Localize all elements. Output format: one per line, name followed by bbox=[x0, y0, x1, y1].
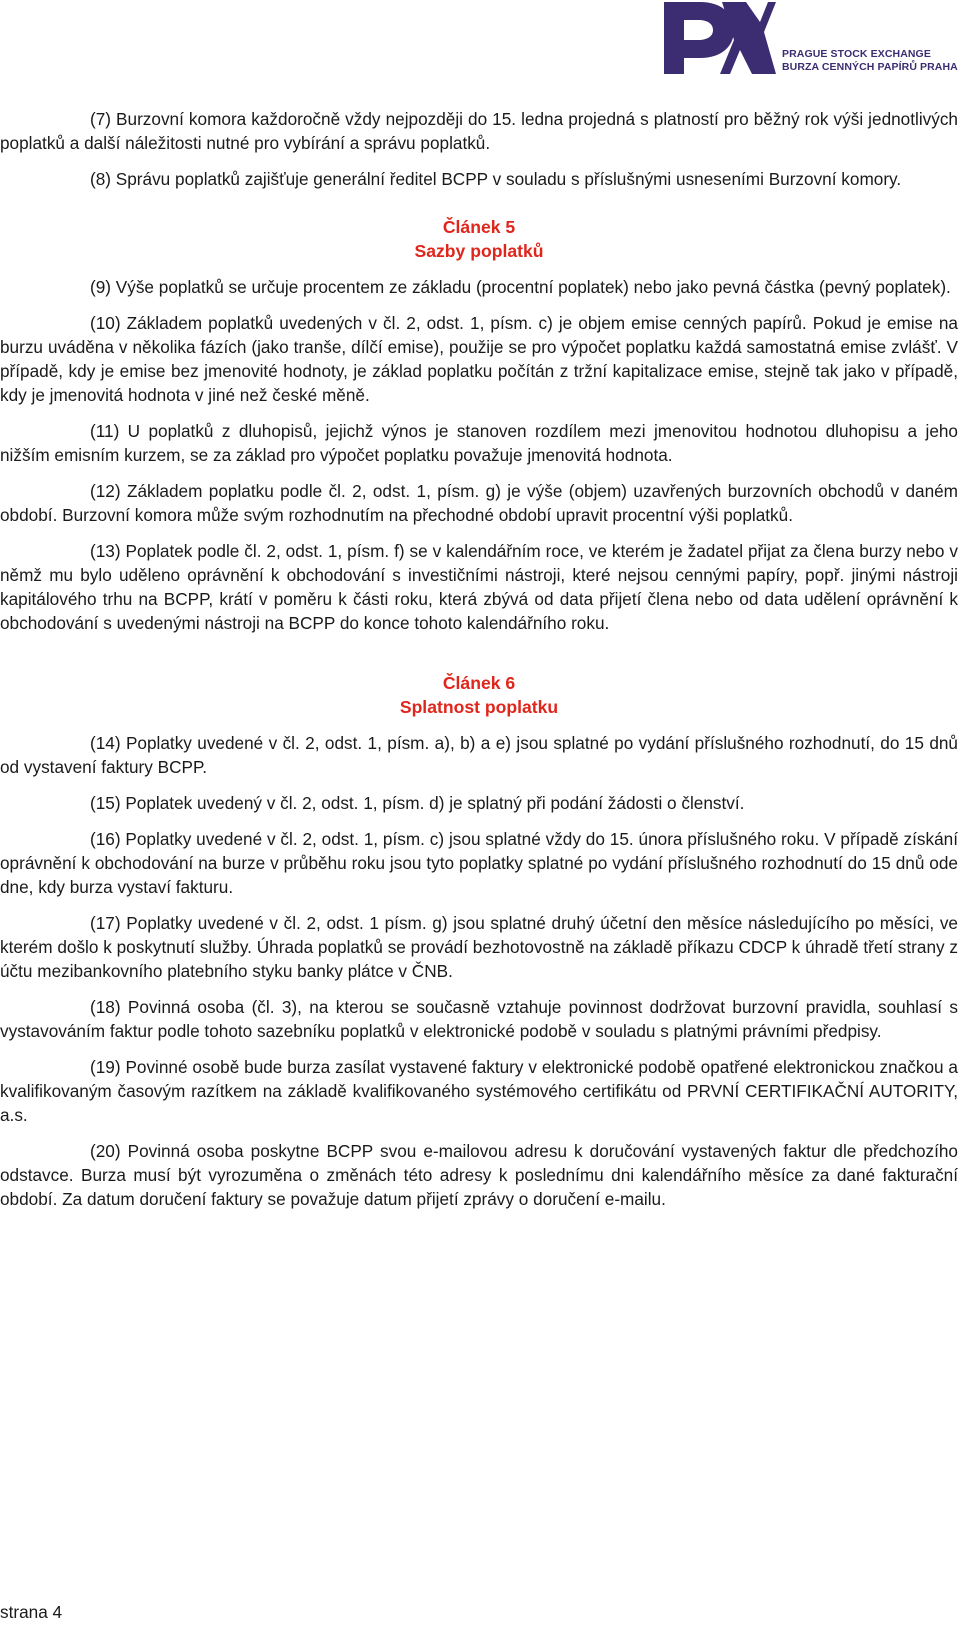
logo-line-1: PRAGUE STOCK EXCHANGE bbox=[782, 48, 931, 60]
article-6-title: Splatnost poplatku bbox=[399, 697, 559, 717]
paragraph-16: (16) Poplatky uvedené v čl. 2, odst. 1, písm. c) jsou splatné vždy do 15. února příslušného roku. V případě získání oprávnění k obchodování na burze v průběhu roku jsou tyto poplatky splatné po vydání příslušného rozhodnutí do 15 dnů ode dne, kdy burza vystaví fakturu. bbox=[0, 829, 958, 897]
article-6-number: Článek 6 bbox=[442, 673, 516, 693]
paragraph-15: (15) Poplatek uvedený v čl. 2, odst. 1, písm. d) je splatný při podání žádosti o členství. bbox=[90, 793, 745, 813]
paragraph-10: (10) Základem poplatků uvedených v čl. 2, odst. 1, písm. c) je objem emise cenných papírů. Pokud je emise na burzu uváděna v několika fázích (jako tranše, dílčí emise), použije se pro výpočet poplatku každá samostatná emise zvlášť. V případě, kdy je emise bez jmenovité hodnoty, je základ poplatku počítán z tržní kapitalizace emise, stejně tak jako v případě, kdy je jmenovitá hodnota v jiné než české měně. bbox=[0, 313, 958, 405]
article-5-title: Sazby poplatků bbox=[414, 241, 544, 261]
paragraph-9: (9) Výše poplatků se určuje procentem ze základu (procentní poplatek) nebo jako pevná částka (pevný poplatek). bbox=[90, 277, 951, 297]
paragraph-12: (12) Základem poplatku podle čl. 2, odst. 1, písm. g) je výše (objem) uzavřených burzovních obchodů v daném období. Burzovní komora může svým rozhodnutím na přechodné období upravit procentní výši poplatků. bbox=[0, 481, 958, 525]
article-6-heading bbox=[0, 671, 958, 719]
paragraph-18: (18) Povinná osoba (čl. 3), na kterou se současně vztahuje povinnost dodržovat burzovní pravidla, souhlasí s vystavováním faktur podle tohoto sazebníku poplatků v elektronické podobě v souladu s platnými právními předpisy. bbox=[0, 997, 958, 1041]
page-number: strana 4 bbox=[0, 1602, 63, 1622]
px-logo-icon bbox=[664, 2, 776, 74]
article-5-heading bbox=[0, 215, 958, 263]
paragraph-8: (8) Správu poplatků zajišťuje generální ředitel BCPP v souladu s příslušnými usneseními Burzovní komory. bbox=[90, 169, 902, 189]
logo-wordmark bbox=[782, 48, 958, 74]
paragraph-19: (19) Povinné osobě bude burza zasílat vystavené faktury v elektronické podobě opatřené elektronickou značkou a kvalifikovaným časovým razítkem na základě kvalifikovaného systémového certifikátu od PRVNÍ CERTIFIKAČNÍ AUTORITY, a.s. bbox=[0, 1057, 958, 1125]
paragraph-20: (20) Povinná osoba poskytne BCPP svou e-mailovou adresu k doručování vystavených faktur dle předchozího odstavce. Burza musí být vyrozuměna o změnách této adresy k poslednímu dni kalendářního měsíce za dané fakturační období. Za datum doručení faktury se považuje datum přijetí zprávy o doručení e-mailu. bbox=[0, 1141, 958, 1209]
article-5-number: Článek 5 bbox=[442, 217, 516, 237]
logo-line-2: BURZA CENNÝCH PAPÍRŮ PRAHA bbox=[782, 61, 958, 73]
paragraph-17: (17) Poplatky uvedené v čl. 2, odst. 1 písm. g) jsou splatné druhý účetní den měsíce následujícího po měsíci, ve kterém došlo k poskytnutí služby. Úhrada poplatků se provádí bezhotovostně na základě příkazu CDCP k úhradě třetí strany z účtu mezibankovního platebního styku banky plátce v ČNB. bbox=[0, 913, 958, 981]
document-body bbox=[0, 107, 958, 1211]
paragraph-7: (7) Burzovní komora každoročně vždy nejpozději do 15. ledna projedná s platností pro běžný rok výši jednotlivých poplatků a další náležitosti nutné pro vybírání a správu poplatků. bbox=[0, 109, 958, 153]
page-header bbox=[0, 0, 960, 80]
paragraph-14: (14) Poplatky uvedené v čl. 2, odst. 1, písm. a), b) a e) jsou splatné po vydání příslušného rozhodnutí, do 15 dnů od vystavení faktury BCPP. bbox=[0, 733, 958, 777]
paragraph-13: (13) Poplatek podle čl. 2, odst. 1, písm. f) se v kalendářním roce, ve kterém je žadatel přijat za člena burzy nebo v němž mu bylo uděleno oprávnění k obchodování s investičními nástroji, které nejsou cennými papíry, popř. jinými nástroji kapitálového trhu na BCPP, krátí v poměru k části roku, která zbývá od data přijetí člena nebo od data udělení oprávnění k obchodování s uvedenými nástroji na BCPP do konce tohoto kalendářního roku. bbox=[0, 541, 958, 633]
paragraph-11: (11) U poplatků z dluhopisů, jejichž výnos je stanoven rozdílem mezi jmenovitou hodnotou dluhopisu a jeho nižším emisním kurzem, se za základ pro výpočet poplatku považuje jmenovitá hodnota. bbox=[0, 421, 958, 465]
